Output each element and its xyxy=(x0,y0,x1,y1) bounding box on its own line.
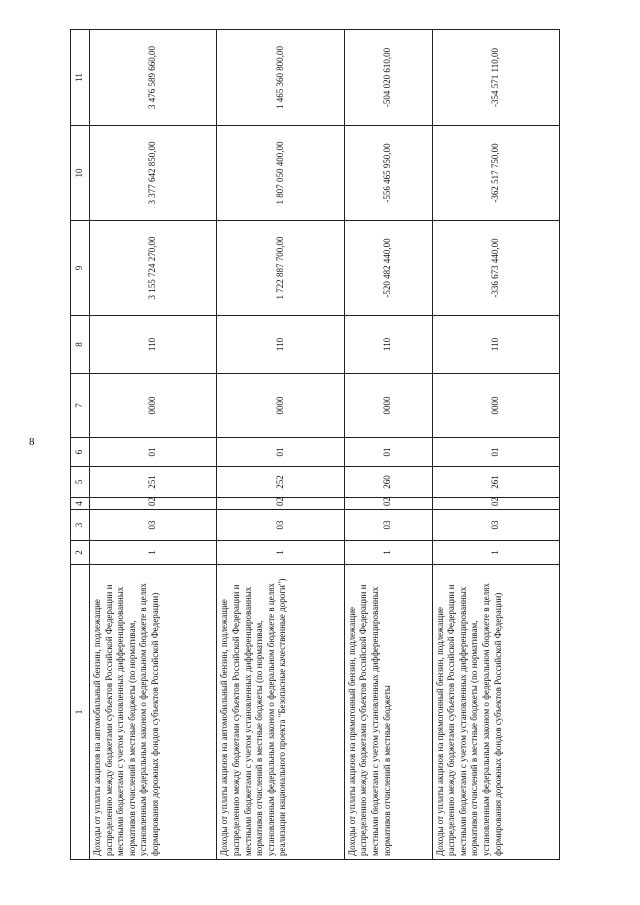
amount-cell: 1 722 887 700,00 xyxy=(217,221,344,316)
code-cell: 110 xyxy=(344,316,432,374)
amount-cell: 3 377 642 850,00 xyxy=(90,126,217,221)
code-cell: 02 xyxy=(90,498,217,510)
amount-cell: -336 673 440,00 xyxy=(432,221,559,316)
code-cell: 01 xyxy=(217,438,344,467)
header-cell: 1 xyxy=(71,565,90,860)
code-cell: 02 xyxy=(344,498,432,510)
code-cell: 03 xyxy=(344,510,432,541)
code-cell: 03 xyxy=(217,510,344,541)
table-row xyxy=(90,30,217,860)
code-cell: 1 xyxy=(344,541,432,565)
row-description: Доходы от уплаты акцизов на автомобильный бензин, подлежащие распределению между бюджетами субъектов Российской Федерации и местными бюджетами с учетом установленных дифференцированных нормативов отчислений в местные бюджеты (по нормативам, установленным федеральным законом о федеральном бюджете в целях формирования дорожных фондов субъектов Российской Федерации) xyxy=(90,565,217,860)
row-description: Доходы от уплаты акцизов на автомобильный бензин, подлежащие распределению между бюджетами субъектов Российской Федерации и местными бюджетами с учетом установленных дифференцированных нормативов отчислений в местные бюджеты (по нормативам, установленным федеральным законом о федеральном бюджете в целях реализации национального проекта "Безопасные качественные дороги") xyxy=(217,565,344,860)
code-cell: 110 xyxy=(432,316,559,374)
code-cell: 0000 xyxy=(344,374,432,438)
amount-cell: 1 465 360 800,00 xyxy=(217,30,344,126)
amount-cell: -504 020 610,00 xyxy=(344,30,432,126)
header-cell: 3 xyxy=(71,510,90,541)
header-cell: 5 xyxy=(71,467,90,498)
header-cell: 8 xyxy=(71,316,90,374)
code-cell: 110 xyxy=(217,316,344,374)
amount-cell: 3 155 724 270,00 xyxy=(90,221,217,316)
header-cell: 11 xyxy=(71,30,90,126)
amount-cell: -362 517 750,00 xyxy=(432,126,559,221)
amount-cell: -520 482 440,00 xyxy=(344,221,432,316)
code-cell: 03 xyxy=(432,510,559,541)
code-cell: 110 xyxy=(90,316,217,374)
rotated-table-container xyxy=(70,30,560,860)
row-description: Доходы от уплаты акцизов на прямогонный бензин, подлежащие распределению между бюджетами субъектов Российской Федерации и местными бюджетами с учетом установленных дифференцированных нормативов отчислений в местные бюджеты xyxy=(344,565,432,860)
header-row xyxy=(71,30,90,860)
code-cell: 260 xyxy=(344,467,432,498)
page-number: 8 xyxy=(29,436,35,448)
code-cell: 261 xyxy=(432,467,559,498)
code-cell: 1 xyxy=(90,541,217,565)
amount-cell: -354 571 110,00 xyxy=(432,30,559,126)
header-cell: 6 xyxy=(71,438,90,467)
code-cell: 1 xyxy=(432,541,559,565)
code-cell: 251 xyxy=(90,467,217,498)
table-row xyxy=(217,30,344,860)
table-row xyxy=(344,30,432,860)
amount-cell: 3 476 589 660,00 xyxy=(90,30,217,126)
header-cell: 10 xyxy=(71,126,90,221)
code-cell: 0000 xyxy=(432,374,559,438)
code-cell: 1 xyxy=(217,541,344,565)
code-cell: 0000 xyxy=(90,374,217,438)
code-cell: 02 xyxy=(432,498,559,510)
code-cell: 01 xyxy=(432,438,559,467)
code-cell: 0000 xyxy=(217,374,344,438)
amount-cell: 1 807 050 400,00 xyxy=(217,126,344,221)
code-cell: 02 xyxy=(217,498,344,510)
header-cell: 4 xyxy=(71,498,90,510)
header-cell: 7 xyxy=(71,374,90,438)
code-cell: 01 xyxy=(90,438,217,467)
header-cell: 9 xyxy=(71,221,90,316)
revenue-table xyxy=(70,29,560,860)
amount-cell: -556 465 950,00 xyxy=(344,126,432,221)
code-cell: 01 xyxy=(344,438,432,467)
code-cell: 252 xyxy=(217,467,344,498)
code-cell: 03 xyxy=(90,510,217,541)
table-row xyxy=(432,30,559,860)
row-description: Доходы от уплаты акцизов на прямогонный бензин, подлежащие распределению между бюджетами субъектов Российской Федерации и местными бюджетами с учетом установленных дифференцированных нормативов отчислений в местные бюджеты (по нормативам, установленным федеральным законом о федеральном бюджете в целях формирования дорожных фондов субъектов Российской Федерации) xyxy=(432,565,559,860)
header-cell: 2 xyxy=(71,541,90,565)
